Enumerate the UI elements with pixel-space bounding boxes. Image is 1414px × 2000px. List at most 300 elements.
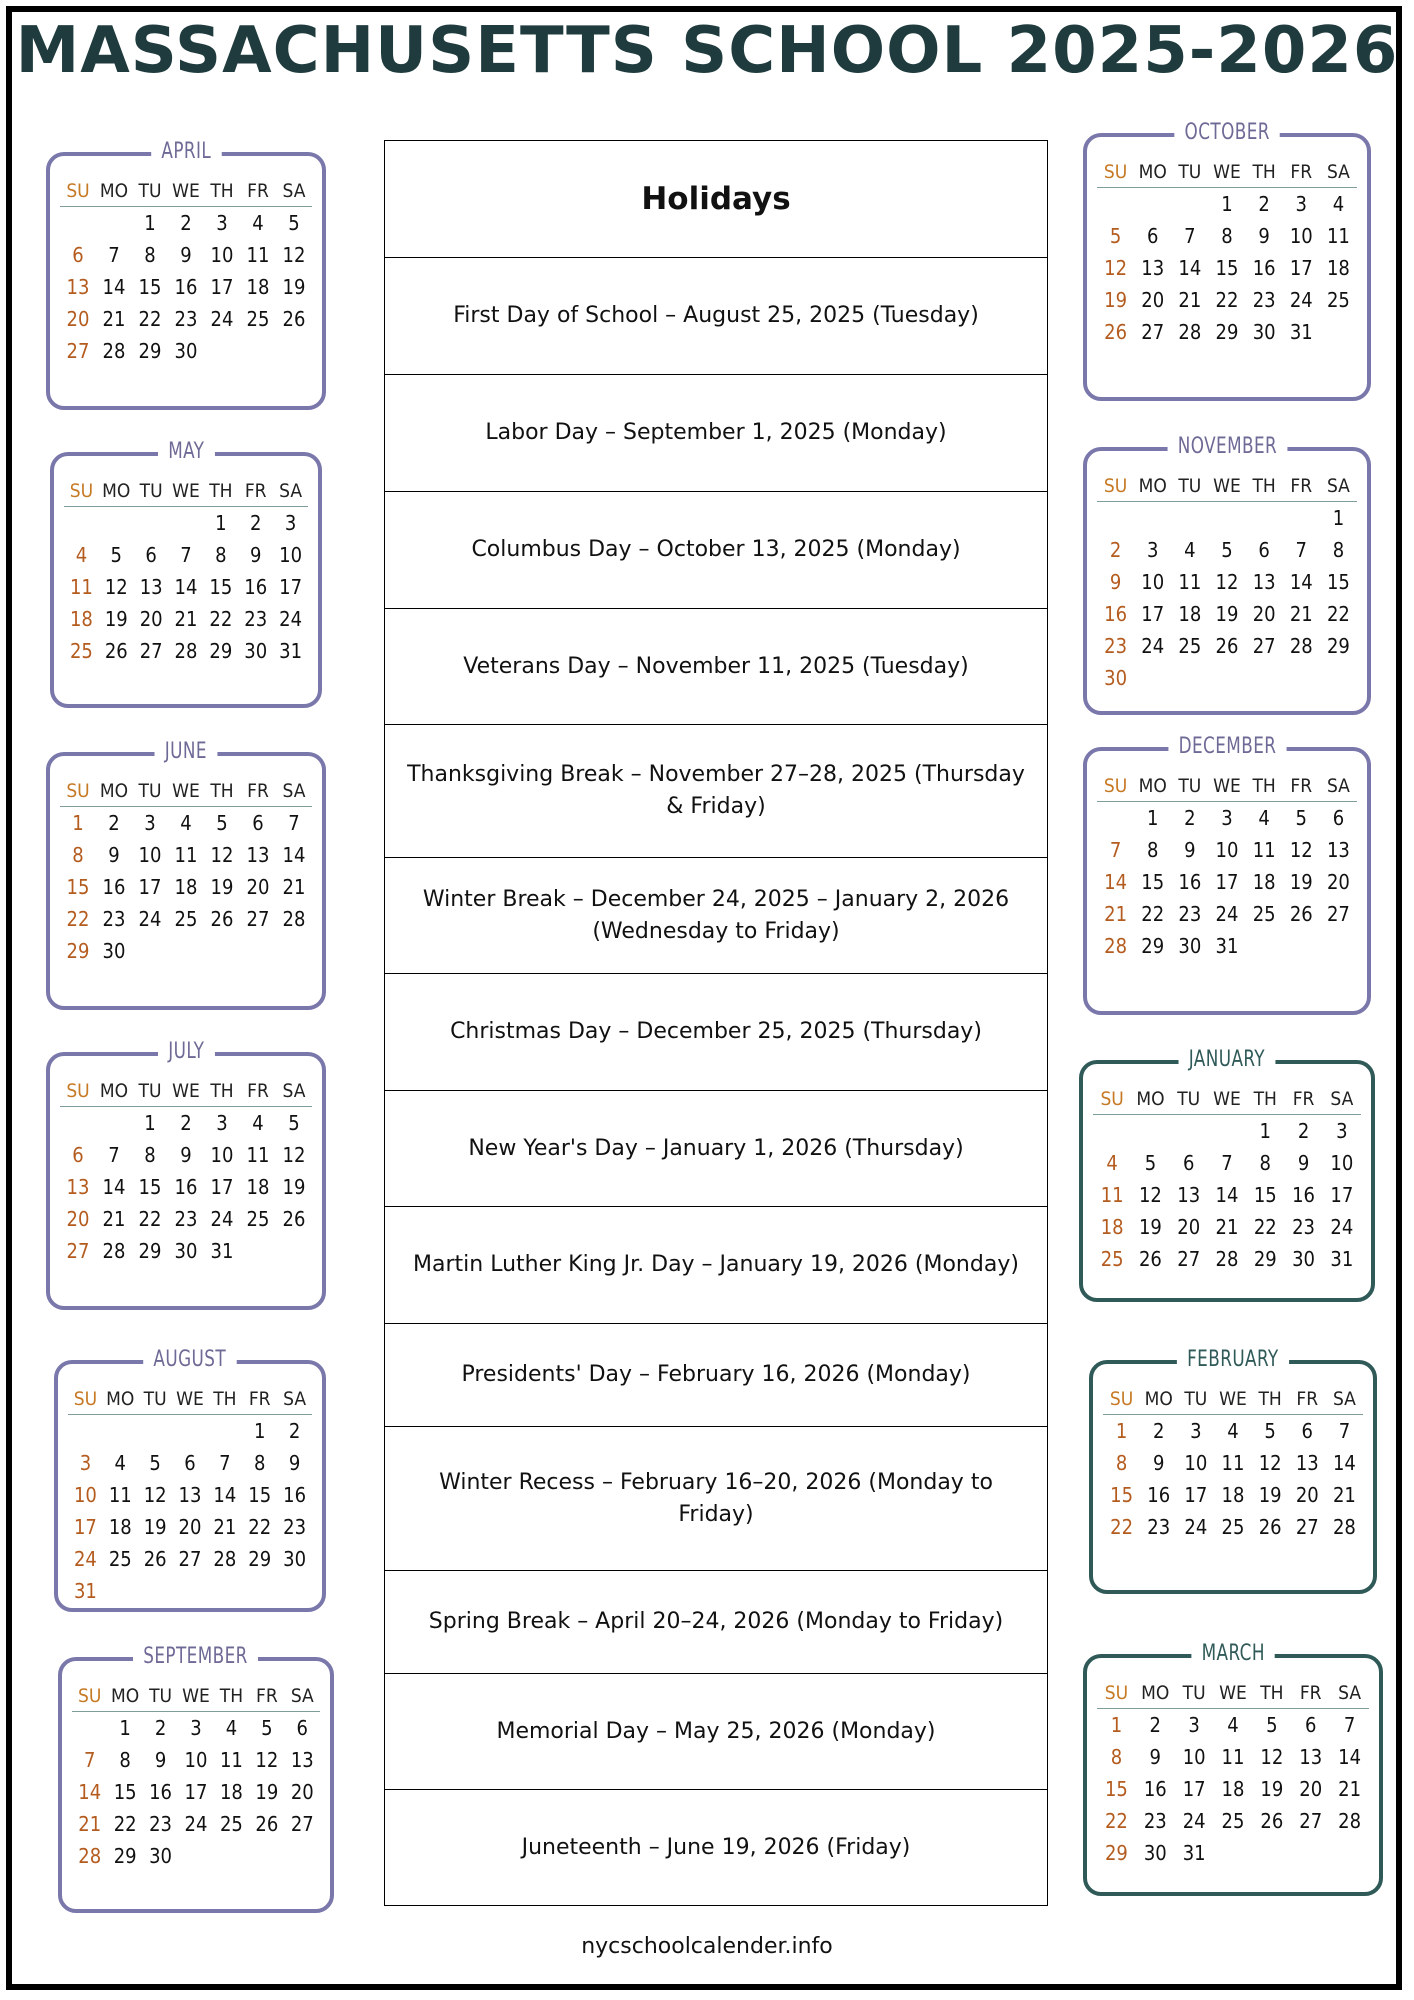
day-cell: 7 [288,811,300,835]
day-cell: 8 [1115,1451,1128,1475]
month-name: DECEMBER [1168,734,1286,760]
day-cell: 20 [139,607,163,631]
day-cell: 3 [1190,1419,1202,1443]
weekday-header: WE [1208,771,1245,802]
day-cell: 6 [1301,1419,1313,1443]
weekday-header: SA [1330,1678,1369,1709]
day-cell: 29 [209,639,233,663]
month-name: OCTOBER [1174,120,1280,146]
day-cell: 15 [1110,1483,1134,1507]
day-cell: 20 [1326,870,1350,894]
day-cell: 29 [138,1239,162,1263]
weekday-header: TU [132,1076,168,1107]
weekday-header: TH [1246,771,1283,802]
weekday-header: MO [1131,1084,1169,1115]
day-cell: 26 [255,1812,279,1836]
day-cell: 17 [73,1515,97,1539]
day-cell: 19 [210,875,234,899]
day-cell: 3 [216,211,228,235]
weekday-header: FR [1291,1678,1330,1709]
empty-day [1134,188,1171,220]
holiday-row: Labor Day – September 1, 2025 (Monday) [385,375,1047,492]
weekday-header: TH [1246,471,1283,502]
day-cell: 1 [1221,192,1233,216]
weekday-header: SU [72,1681,107,1712]
empty-day [68,1415,103,1447]
day-cell: 10 [1182,1745,1206,1769]
day-cell: 8 [119,1748,131,1772]
month-name: JUNE [155,739,218,765]
weekday-header: TU [1171,471,1208,502]
weekday-header: SU [1097,771,1134,802]
day-cell: 22 [209,607,233,631]
calendar-january [1079,1047,1375,1302]
day-cell: 15 [248,1483,272,1507]
day-cell: 13 [1295,1451,1319,1475]
day-cell: 17 [1182,1777,1206,1801]
day-cell: 13 [1299,1745,1323,1769]
day-cell: 23 [174,307,198,331]
weekday-header: TH [204,176,240,207]
day-cell: 16 [1178,870,1202,894]
calendar-october [1083,120,1371,401]
day-cell: 17 [1215,870,1239,894]
day-cell: 15 [1215,256,1239,280]
day-cell: 12 [282,1143,306,1167]
day-cell: 11 [1326,224,1350,248]
day-cell: 13 [178,1483,202,1507]
day-cell: 12 [143,1483,167,1507]
day-cell: 25 [69,639,93,663]
day-cell: 5 [1221,538,1233,562]
day-cell: 27 [1299,1809,1323,1833]
day-cell: 25 [246,307,270,331]
day-cell: 1 [119,1716,131,1740]
day-cell: 4 [1106,1151,1118,1175]
day-cell: 5 [288,211,300,235]
day-cell: 28 [102,339,126,363]
weekday-header: SA [273,476,308,507]
day-cell: 31 [210,1239,234,1263]
day-cell: 4 [252,211,264,235]
day-cell: 9 [180,1143,192,1167]
weekday-header: SA [276,176,312,207]
day-cell: 4 [1227,1713,1239,1737]
day-cell: 27 [178,1547,202,1571]
empty-day [138,1415,173,1447]
day-cell: 8 [1332,538,1345,562]
empty-day [207,1415,242,1447]
weekday-header: WE [1208,1084,1246,1115]
empty-day [64,507,99,539]
calendar-august [54,1347,326,1612]
day-cell: 25 [1326,288,1350,312]
day-cell: 26 [1289,902,1313,926]
day-cell: 18 [246,1175,270,1199]
day-cell: 10 [184,1748,208,1772]
calendar-december [1083,734,1371,1015]
day-cell: 22 [1215,288,1239,312]
weekday-header: TH [1252,1678,1291,1709]
day-cell: 6 [1304,1713,1317,1737]
day-cell: 11 [1221,1451,1245,1475]
day-cell: 14 [1289,570,1313,594]
day-cell: 19 [143,1515,167,1539]
day-cell: 23 [1147,1515,1171,1539]
day-cell: 13 [66,275,90,299]
weekday-header: SA [277,1384,312,1415]
weekday-header: MO [1134,471,1171,502]
weekday-header: MO [1134,157,1171,188]
weekday-header: FR [1283,471,1320,502]
day-cell: 13 [1326,838,1350,862]
day-cell: 11 [1178,570,1202,594]
day-cell: 23 [283,1515,307,1539]
empty-day [96,207,132,239]
day-cell: 21 [1104,902,1128,926]
month-name: JULY [158,1039,215,1065]
day-cell: 16 [283,1483,307,1507]
weekday-header: SU [60,176,96,207]
day-cell: 6 [1332,806,1345,830]
day-cell: 11 [174,843,198,867]
weekday-header: TH [1252,1384,1289,1415]
day-cell: 26 [282,307,306,331]
day-cell: 1 [1259,1119,1271,1143]
holiday-row: New Year's Day – January 1, 2026 (Thursday) [385,1091,1047,1207]
weekday-header: TU [1177,1384,1214,1415]
calendar-grid [60,1076,312,1267]
day-cell: 17 [210,275,234,299]
day-cell: 28 [1178,320,1202,344]
weekday-header: WE [1208,471,1245,502]
day-cell: 29 [1141,934,1165,958]
day-cell: 20 [1295,1483,1319,1507]
calendar-grid [68,1384,312,1607]
holiday-row: Martin Luther King Jr. Day – January 19, 2026 (Monday) [385,1207,1047,1324]
empty-day [60,1107,96,1139]
calendar-february [1089,1347,1377,1594]
day-cell: 20 [290,1780,314,1804]
day-cell: 20 [1141,288,1165,312]
weekday-header: TU [1171,771,1208,802]
day-cell: 14 [78,1780,102,1804]
day-cell: 4 [75,543,88,567]
day-cell: 28 [1338,1809,1362,1833]
day-cell: 12 [1138,1183,1162,1207]
day-cell: 9 [249,543,262,567]
day-cell: 14 [1104,870,1128,894]
day-cell: 12 [1260,1745,1284,1769]
day-cell: 30 [174,1239,198,1263]
weekday-header: SA [1320,771,1357,802]
weekday-header: FR [1289,1384,1326,1415]
holiday-row: Presidents' Day – February 16, 2026 (Monday) [385,1324,1047,1427]
day-cell: 2 [180,211,192,235]
day-cell: 20 [66,307,90,331]
day-cell: 1 [1332,506,1345,530]
empty-day [96,1107,132,1139]
day-cell: 16 [174,1175,198,1199]
day-cell: 10 [138,843,162,867]
day-cell: 3 [1188,1713,1200,1737]
holiday-row: Veterans Day – November 11, 2025 (Tuesday) [385,609,1047,725]
day-cell: 17 [279,575,303,599]
day-cell: 23 [1178,902,1202,926]
weekday-header: WE [168,1076,204,1107]
day-cell: 21 [282,875,306,899]
day-cell: 10 [1289,224,1313,248]
day-cell: 19 [1258,1483,1282,1507]
weekday-header: TU [132,176,168,207]
day-cell: 4 [252,1111,264,1135]
day-cell: 8 [1221,224,1233,248]
weekday-header: TU [1170,1084,1208,1115]
day-cell: 2 [1109,538,1122,562]
weekday-header: SU [1103,1384,1140,1415]
day-cell: 12 [210,843,234,867]
day-cell: 20 [1252,602,1276,626]
day-cell: 2 [108,811,120,835]
weekday-header: MO [1134,771,1171,802]
day-cell: 14 [213,1483,237,1507]
month-name: APRIL [151,139,221,165]
month-name: JANUARY [1179,1047,1276,1073]
day-cell: 24 [1182,1809,1206,1833]
weekday-header: TU [1175,1678,1214,1709]
month-name: MAY [158,439,215,465]
day-cell: 18 [1252,870,1276,894]
weekday-header: TH [204,776,240,807]
day-cell: 13 [139,575,163,599]
day-cell: 4 [1227,1419,1239,1443]
day-cell: 21 [1289,602,1313,626]
day-cell: 21 [213,1515,237,1539]
empty-day [134,507,169,539]
day-cell: 2 [249,511,262,535]
day-cell: 28 [213,1547,237,1571]
weekday-header: FR [240,1076,276,1107]
day-cell: 14 [1215,1183,1239,1207]
day-cell: 26 [1258,1515,1282,1539]
day-cell: 25 [1221,1809,1245,1833]
day-cell: 26 [1138,1247,1162,1271]
weekday-header: SA [1320,471,1357,502]
day-cell: 27 [1177,1247,1201,1271]
day-cell: 16 [1104,602,1128,626]
day-cell: 18 [1178,602,1202,626]
day-cell: 29 [1326,634,1350,658]
day-cell: 12 [1104,256,1128,280]
day-cell: 31 [1289,320,1313,344]
day-cell: 29 [138,339,162,363]
weekday-header: FR [1284,1084,1322,1115]
day-cell: 5 [1266,1713,1278,1737]
day-cell: 7 [108,243,120,267]
day-cell: 6 [72,1143,84,1167]
day-cell: 18 [69,607,93,631]
day-cell: 1 [1115,1419,1128,1443]
day-cell: 22 [113,1812,137,1836]
holiday-row: Spring Break – April 20–24, 2026 (Monday to Friday) [385,1571,1047,1674]
holiday-row: First Day of School – August 25, 2025 (Tuesday) [385,258,1047,375]
day-cell: 9 [154,1748,167,1772]
day-cell: 21 [1215,1215,1239,1239]
day-cell: 4 [1332,192,1345,216]
day-cell: 17 [1330,1183,1354,1207]
day-cell: 8 [215,543,227,567]
day-cell: 7 [1184,224,1196,248]
day-cell: 7 [1221,1151,1233,1175]
day-cell: 2 [1149,1713,1161,1737]
day-cell: 10 [1330,1151,1354,1175]
day-cell: 4 [1184,538,1196,562]
weekday-header: SA [285,1681,320,1712]
day-cell: 14 [1178,256,1202,280]
day-cell: 10 [73,1483,97,1507]
day-cell: 21 [1332,1483,1356,1507]
day-cell: 5 [216,811,228,835]
weekday-header: TU [143,1681,178,1712]
day-cell: 14 [1338,1745,1362,1769]
calendar-grid [1103,1384,1363,1543]
calendar-grid [1093,1084,1361,1275]
calendar-grid [1097,1678,1369,1869]
day-cell: 22 [248,1515,272,1539]
day-cell: 2 [1152,1419,1165,1443]
empty-day [1171,188,1208,220]
day-cell: 5 [288,1111,300,1135]
day-cell: 25 [1100,1247,1124,1271]
day-cell: 28 [174,639,198,663]
day-cell: 25 [1252,902,1276,926]
day-cell: 30 [1252,320,1276,344]
day-cell: 26 [1260,1809,1284,1833]
holiday-row: Christmas Day – December 25, 2025 (Thursday) [385,974,1047,1091]
day-cell: 15 [66,875,90,899]
month-name: SEPTEMBER [134,1644,259,1670]
day-cell: 21 [174,607,198,631]
holiday-row: Juneteenth – June 19, 2026 (Friday) [521,1834,911,1860]
day-cell: 18 [174,875,198,899]
empty-day [1093,1115,1131,1147]
day-cell: 21 [1178,288,1202,312]
day-cell: 16 [1252,256,1276,280]
day-cell: 3 [144,811,156,835]
day-cell: 27 [66,1239,90,1263]
weekday-header: SA [1323,1084,1361,1115]
day-cell: 13 [66,1175,90,1199]
day-cell: 6 [1258,538,1270,562]
weekday-header: TH [207,1384,242,1415]
day-cell: 7 [83,1748,96,1772]
page-title: MASSACHUSETTS SCHOOL 2025-2026 [15,14,1399,88]
day-cell: 21 [78,1812,102,1836]
day-cell: 26 [210,907,234,931]
empty-day [1246,502,1283,534]
empty-day [60,207,96,239]
day-cell: 24 [73,1547,97,1571]
day-cell: 24 [1330,1215,1354,1239]
day-cell: 7 [1295,538,1307,562]
day-cell: 19 [255,1780,279,1804]
day-cell: 11 [1100,1183,1124,1207]
day-cell: 12 [1258,1451,1282,1475]
day-cell: 29 [66,939,90,963]
day-cell: 17 [184,1780,208,1804]
day-cell: 29 [1215,320,1239,344]
day-cell: 30 [174,339,198,363]
day-cell: 29 [1104,1841,1128,1865]
calendar-june [46,739,326,1010]
weekday-header: TU [138,1384,173,1415]
day-cell: 27 [1141,320,1165,344]
day-cell: 27 [1326,902,1350,926]
empty-day [103,1415,138,1447]
weekday-header: FR [1283,771,1320,802]
weekday-header: TH [214,1681,249,1712]
day-cell: 11 [1221,1745,1245,1769]
empty-day [1131,1115,1169,1147]
weekday-header: SU [1093,1084,1131,1115]
day-cell: 2 [180,1111,192,1135]
day-cell: 11 [246,243,270,267]
day-cell: 16 [174,275,198,299]
day-cell: 24 [210,307,234,331]
day-cell: 26 [282,1207,306,1231]
day-cell: 29 [113,1844,137,1868]
weekday-header: MO [107,1681,142,1712]
day-cell: 31 [1330,1247,1354,1271]
holiday-row: Winter Break – December 24, 2025 – January 2, 2026 (Wednesday to Friday) [385,858,1047,974]
day-cell: 25 [108,1547,132,1571]
calendar-grid [1097,471,1357,694]
weekday-header: SA [1326,1384,1363,1415]
day-cell: 21 [102,1207,126,1231]
day-cell: 22 [66,907,90,931]
day-cell: 9 [180,243,192,267]
day-cell: 9 [1109,570,1122,594]
holidays-header: Holidays [385,141,1047,258]
day-cell: 15 [138,1175,162,1199]
day-cell: 1 [1110,1713,1123,1737]
calendar-april [46,139,326,410]
day-cell: 9 [1297,1151,1310,1175]
day-cell: 10 [1184,1451,1208,1475]
day-cell: 7 [180,543,192,567]
day-cell: 24 [1215,902,1239,926]
day-cell: 16 [102,875,126,899]
weekday-header: WE [1214,1384,1251,1415]
day-cell: 18 [1221,1777,1245,1801]
day-cell: 15 [138,275,162,299]
day-cell: 7 [1343,1713,1356,1737]
weekday-header: MO [96,1076,132,1107]
day-cell: 11 [246,1143,270,1167]
weekday-header: TU [134,476,169,507]
day-cell: 12 [1215,570,1239,594]
day-cell: 31 [1215,934,1239,958]
day-cell: 15 [1141,870,1165,894]
empty-day [1134,502,1171,534]
weekday-header: MO [1136,1678,1175,1709]
calendar-july [46,1039,326,1310]
weekday-header: FR [249,1681,284,1712]
weekday-header: SA [276,1076,312,1107]
month-name: MARCH [1191,1641,1275,1667]
day-cell: 19 [1289,870,1313,894]
day-cell: 12 [104,575,128,599]
